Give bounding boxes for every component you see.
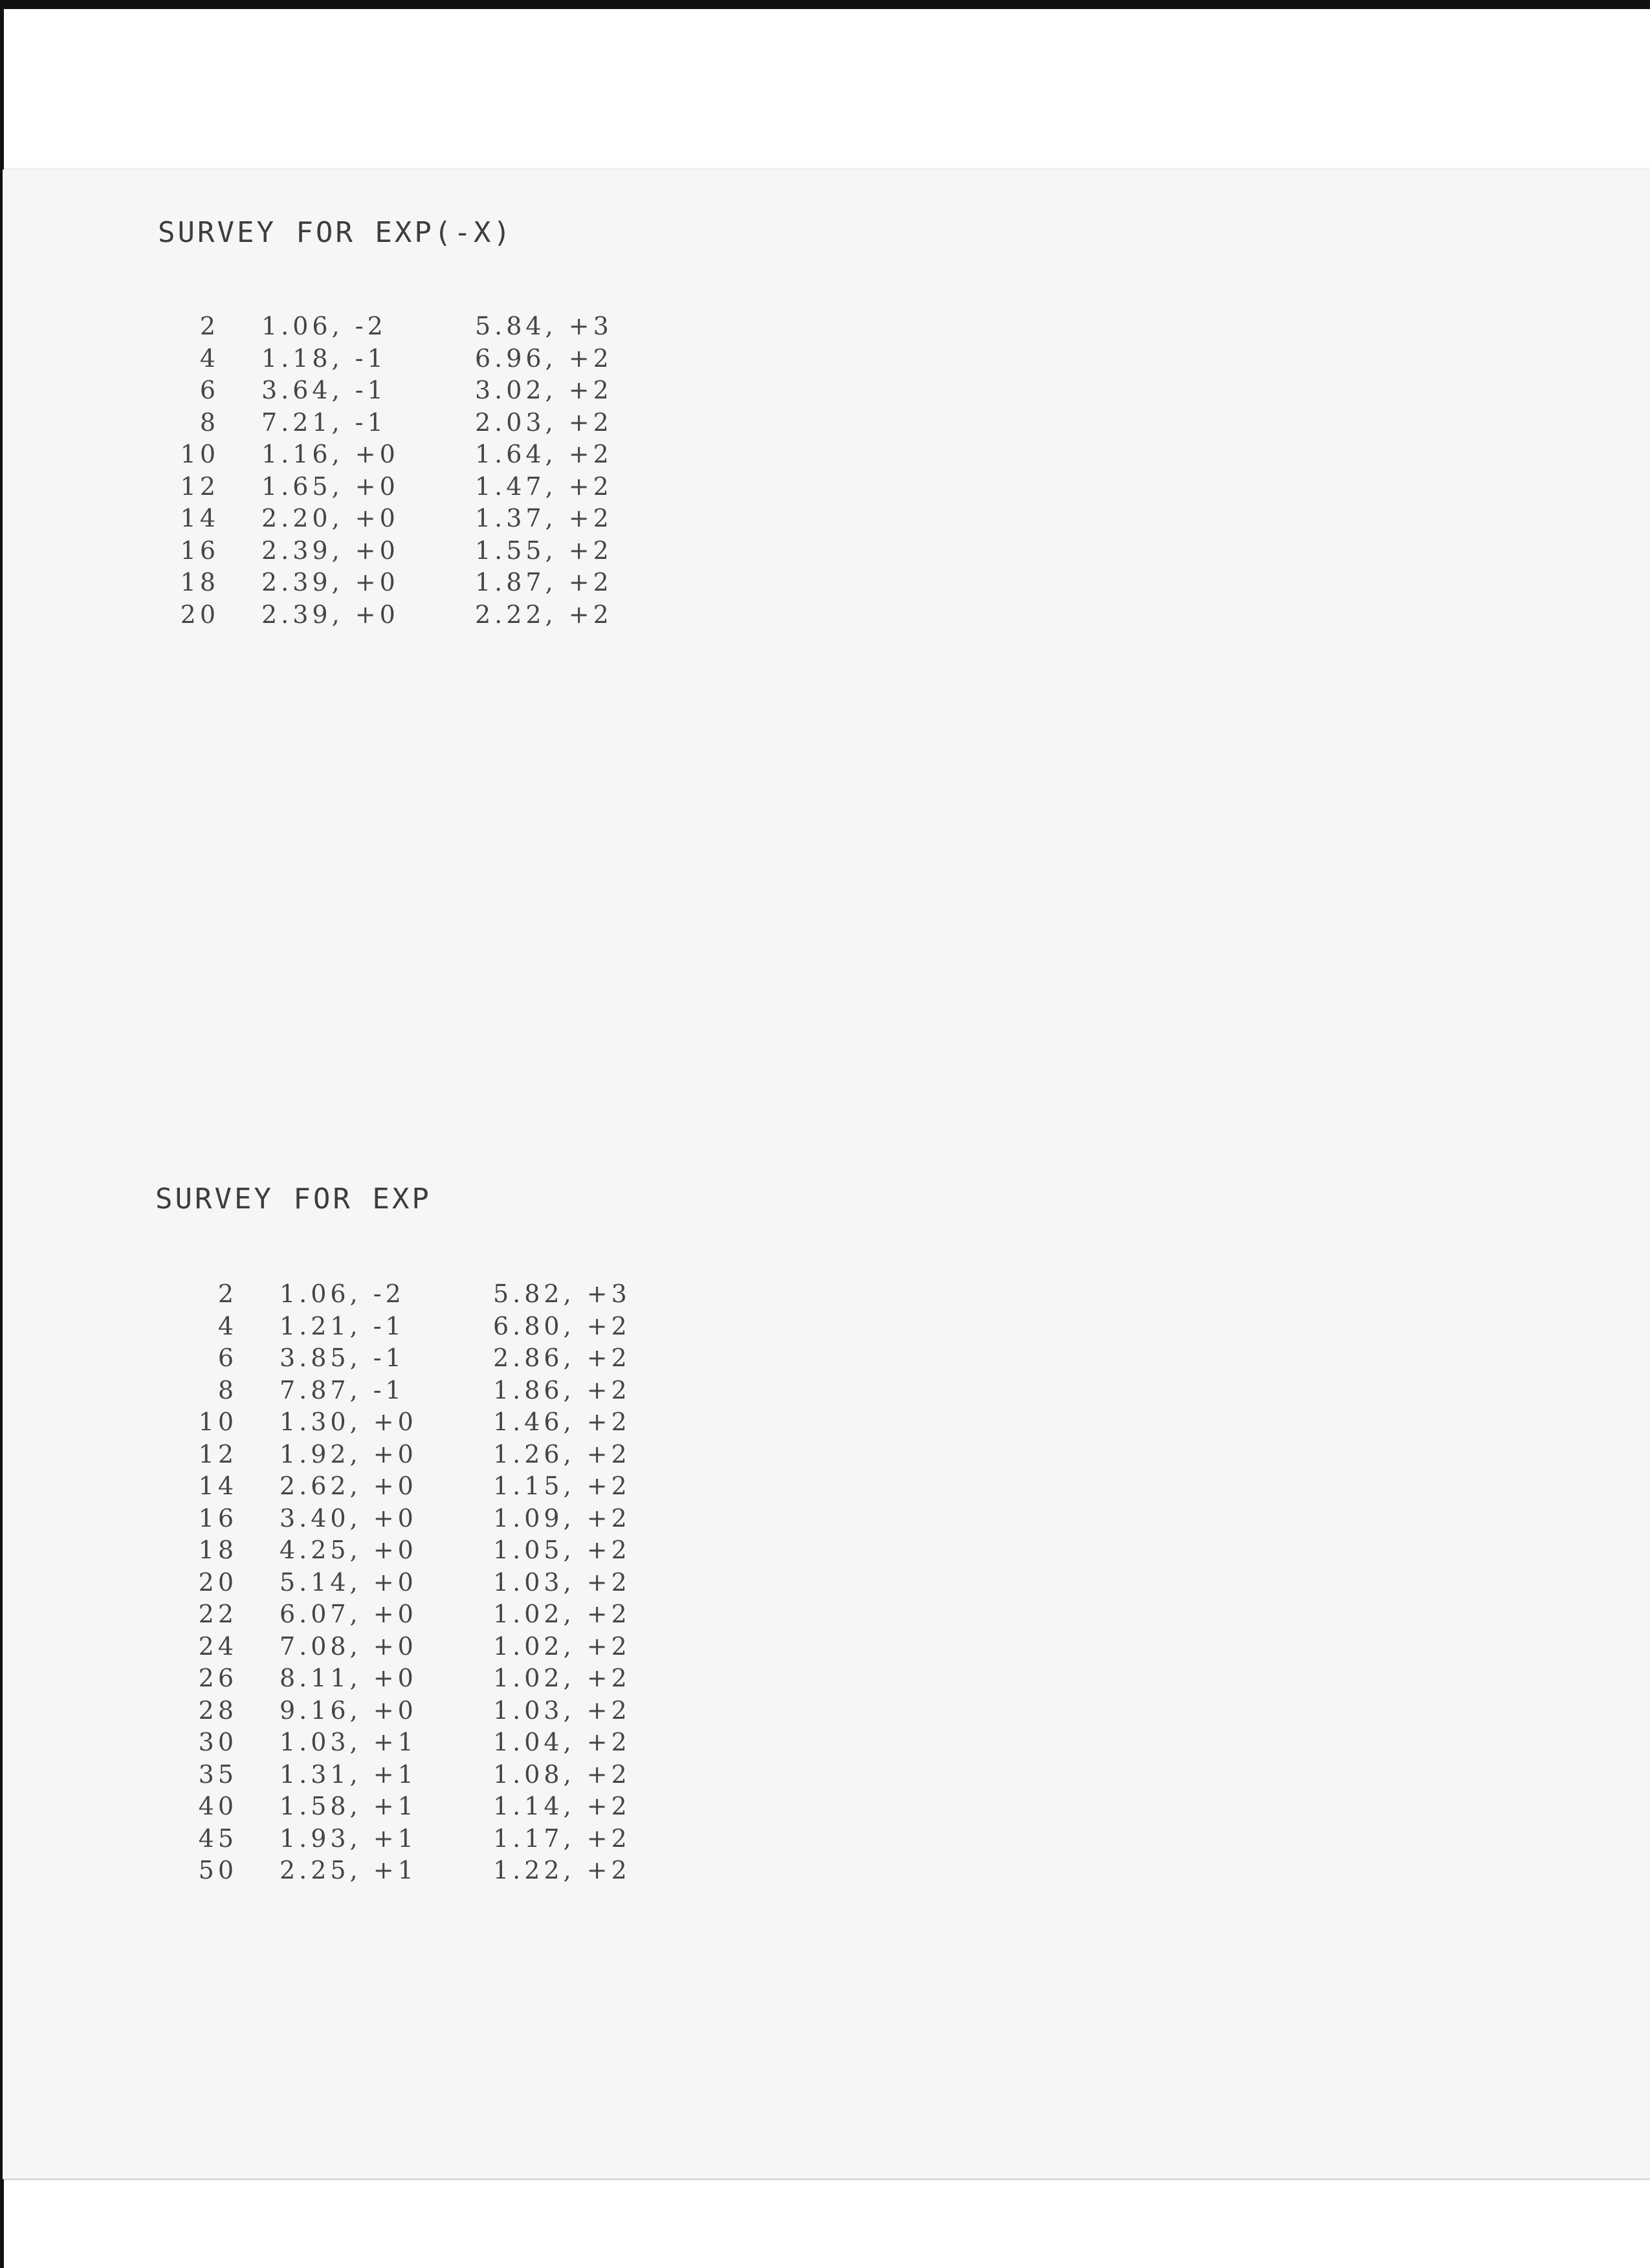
first-value: 1.06, -2 <box>261 312 387 340</box>
second-value: 1.03, +2 <box>493 1567 631 1597</box>
second-value: 1.04, +2 <box>493 1728 631 1756</box>
second-value: 5.84, +3 <box>475 312 613 340</box>
row-index: 22 <box>198 1600 237 1628</box>
row-index: 18 <box>180 568 219 596</box>
first-value: 1.58, +1 <box>280 1792 417 1820</box>
second-value: 1.14, +2 <box>493 1792 631 1820</box>
second-value: 1.02, +2 <box>493 1631 631 1661</box>
second-value: 6.96, +2 <box>475 343 613 373</box>
first-value: 2.39, +0 <box>261 536 399 565</box>
first-value: 3.85, -1 <box>280 1344 405 1372</box>
second-value: 1.17, +2 <box>493 1824 631 1853</box>
row-index: 16 <box>198 1503 237 1532</box>
first-value: 2.20, +0 <box>261 504 399 532</box>
first-value: 3.40, +0 <box>280 1503 417 1532</box>
row-index: 35 <box>198 1760 237 1789</box>
second-value: 1.02, +2 <box>493 1600 631 1628</box>
first-value: 2.39, +0 <box>261 600 399 629</box>
row-index: 10 <box>180 440 219 468</box>
first-value: 7.08, +0 <box>280 1631 417 1661</box>
first-value: 1.92, +0 <box>280 1439 417 1468</box>
second-value: 1.55, +2 <box>475 536 613 565</box>
paper-sheet <box>3 169 1650 2179</box>
second-value: 1.08, +2 <box>493 1760 631 1789</box>
row-index: 2 <box>199 312 219 340</box>
first-value: 2.39, +0 <box>261 568 399 596</box>
row-index: 8 <box>217 1375 237 1404</box>
second-value: 1.05, +2 <box>493 1536 631 1564</box>
second-value: 1.87, +2 <box>475 568 613 596</box>
row-index: 14 <box>180 504 219 532</box>
row-index: 20 <box>180 600 219 629</box>
second-value: 3.02, +2 <box>475 376 613 404</box>
second-value: 1.02, +2 <box>493 1664 631 1692</box>
first-value: 9.16, +0 <box>280 1696 417 1725</box>
second-value: 1.03, +2 <box>493 1696 631 1725</box>
first-value: 1.16, +0 <box>261 440 399 468</box>
row-index: 8 <box>199 408 219 437</box>
first-value: 4.25, +0 <box>280 1536 417 1564</box>
row-index: 2 <box>217 1280 237 1308</box>
first-value: 8.11, +0 <box>280 1664 417 1692</box>
section-title-exp: SURVEY FOR EXP <box>155 1183 432 1216</box>
second-value: 1.22, +2 <box>493 1856 631 1884</box>
first-value: 6.07, +0 <box>280 1600 417 1628</box>
second-value: 1.26, +2 <box>493 1439 631 1468</box>
section-title-exp-neg-x: SURVEY FOR EXP(-X) <box>158 216 513 249</box>
first-value: 3.64, -1 <box>261 376 387 404</box>
second-value: 1.86, +2 <box>493 1375 631 1404</box>
row-index: 45 <box>198 1824 237 1853</box>
row-index: 18 <box>198 1536 237 1564</box>
row-index: 12 <box>180 472 219 501</box>
second-value: 1.37, +2 <box>475 504 613 532</box>
row-index: 4 <box>217 1311 237 1340</box>
row-index: 6 <box>217 1344 237 1372</box>
first-value: 2.62, +0 <box>280 1472 417 1500</box>
row-index: 30 <box>198 1728 237 1756</box>
row-index: 28 <box>198 1696 237 1725</box>
row-index: 24 <box>198 1631 237 1661</box>
row-index: 50 <box>198 1856 237 1884</box>
first-value: 2.25, +1 <box>280 1856 417 1884</box>
row-index: 26 <box>198 1664 237 1692</box>
first-value: 1.65, +0 <box>261 472 399 501</box>
second-value: 6.80, +2 <box>493 1311 631 1340</box>
scanner-top-edge <box>0 0 1650 9</box>
row-index: 20 <box>198 1567 237 1597</box>
second-value: 5.82, +3 <box>493 1280 631 1308</box>
first-value: 1.06, -2 <box>280 1280 405 1308</box>
second-value: 1.47, +2 <box>475 472 613 501</box>
row-index: 12 <box>198 1439 237 1468</box>
second-value: 2.03, +2 <box>475 408 613 437</box>
second-value: 1.46, +2 <box>493 1408 631 1436</box>
first-value: 1.93, +1 <box>280 1824 417 1853</box>
row-index: 10 <box>198 1408 237 1436</box>
row-index: 4 <box>199 343 219 373</box>
second-value: 1.09, +2 <box>493 1503 631 1532</box>
first-value: 5.14, +0 <box>280 1567 417 1597</box>
first-value: 1.03, +1 <box>280 1728 417 1756</box>
first-value: 1.18, -1 <box>261 343 387 373</box>
row-index: 40 <box>198 1792 237 1820</box>
first-value: 7.87, -1 <box>280 1375 405 1404</box>
row-index: 6 <box>199 376 219 404</box>
first-value: 1.31, +1 <box>280 1760 417 1789</box>
row-index: 14 <box>198 1472 237 1500</box>
second-value: 2.86, +2 <box>493 1344 631 1372</box>
first-value: 1.30, +0 <box>280 1408 417 1436</box>
second-value: 1.64, +2 <box>475 440 613 468</box>
second-value: 2.22, +2 <box>475 600 613 629</box>
row-index: 16 <box>180 536 219 565</box>
second-value: 1.15, +2 <box>493 1472 631 1500</box>
first-value: 7.21, -1 <box>261 408 387 437</box>
first-value: 1.21, -1 <box>280 1311 405 1340</box>
